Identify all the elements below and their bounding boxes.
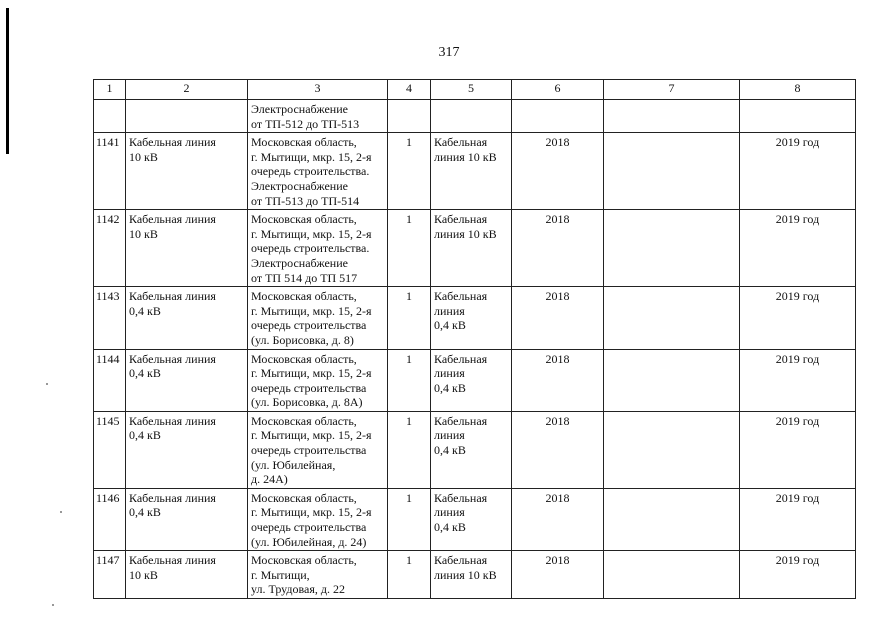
cell-characteristic: Кабельная линия 0,4 кВ bbox=[431, 488, 512, 550]
cell-deadline: 2019 год bbox=[740, 551, 856, 599]
cell-number: 1144 bbox=[94, 349, 126, 411]
cell-object-name: Кабельная линия 10 кВ bbox=[126, 210, 248, 287]
cell-object-name: Кабельная линия 0,4 кВ bbox=[126, 488, 248, 550]
column-header: 8 bbox=[740, 80, 856, 100]
cell-location: Электроснабжение от ТП-512 до ТП-513 bbox=[248, 100, 388, 133]
cell-year: 2018 bbox=[512, 287, 604, 349]
cell-object-name: Кабельная линия 0,4 кВ bbox=[126, 411, 248, 488]
cell-note bbox=[604, 488, 740, 550]
cell-year: 2018 bbox=[512, 133, 604, 210]
scan-speck bbox=[46, 383, 48, 385]
cell-number: 1145 bbox=[94, 411, 126, 488]
column-header: 2 bbox=[126, 80, 248, 100]
cell-object-name: Кабельная линия 0,4 кВ bbox=[126, 287, 248, 349]
cell-number bbox=[94, 100, 126, 133]
cell-object-name: Кабельная линия 0,4 кВ bbox=[126, 349, 248, 411]
page-number: 317 bbox=[438, 45, 460, 60]
table-row bbox=[94, 551, 856, 599]
cell-year: 2018 bbox=[512, 488, 604, 550]
cell-number: 1146 bbox=[94, 488, 126, 550]
cell-location: Московская область, г. Мытищи, мкр. 15, 2-я очередь строительства (ул. Юбилейная, д. 24) bbox=[248, 488, 388, 550]
cell-location: Московская область, г. Мытищи, мкр. 15, 2-я очередь строительства (ул. Юбилейная, д. 24А) bbox=[248, 411, 388, 488]
document-table bbox=[93, 79, 856, 599]
cell-quantity: 1 bbox=[388, 488, 431, 550]
cell-year: 2018 bbox=[512, 349, 604, 411]
cell-characteristic: Кабельная линия 10 кВ bbox=[431, 133, 512, 210]
scan-speck bbox=[60, 511, 62, 513]
cell-location: Московская область, г. Мытищи, мкр. 15, 2-я очередь строительства (ул. Борисовка, д. 8) bbox=[248, 287, 388, 349]
cell-quantity: 1 bbox=[388, 287, 431, 349]
cell-note bbox=[604, 133, 740, 210]
cell-location: Московская область, г. Мытищи, мкр. 15, 2-я очередь строительства. Электроснабжение от ТП 514 до ТП 517 bbox=[248, 210, 388, 287]
cell-year: 2018 bbox=[512, 551, 604, 599]
cell-object-name: Кабельная линия 10 кВ bbox=[126, 133, 248, 210]
cell-deadline: 2019 год bbox=[740, 349, 856, 411]
table-row bbox=[94, 133, 856, 210]
cell-characteristic: Кабельная линия 0,4 кВ bbox=[431, 411, 512, 488]
cell-note bbox=[604, 100, 740, 133]
cell-deadline: 2019 год bbox=[740, 133, 856, 210]
cell-object-name: Кабельная линия 10 кВ bbox=[126, 551, 248, 599]
cell-deadline: 2019 год bbox=[740, 210, 856, 287]
cell-deadline bbox=[740, 100, 856, 133]
cell-location: Московская область, г. Мытищи, мкр. 15, 2-я очередь строительства. Электроснабжение от ТП-513 до ТП-514 bbox=[248, 133, 388, 210]
column-header: 4 bbox=[388, 80, 431, 100]
cell-characteristic: Кабельная линия 10 кВ bbox=[431, 210, 512, 287]
cell-deadline: 2019 год bbox=[740, 411, 856, 488]
cell-object-name bbox=[126, 100, 248, 133]
cell-year: 2018 bbox=[512, 210, 604, 287]
table-row bbox=[94, 411, 856, 488]
cell-number: 1143 bbox=[94, 287, 126, 349]
cell-quantity: 1 bbox=[388, 411, 431, 488]
cell-year bbox=[512, 100, 604, 133]
cell-quantity: 1 bbox=[388, 551, 431, 599]
column-header: 6 bbox=[512, 80, 604, 100]
table-row bbox=[94, 349, 856, 411]
cell-number: 1147 bbox=[94, 551, 126, 599]
table-header-row bbox=[94, 80, 856, 100]
cell-characteristic: Кабельная линия 0,4 кВ bbox=[431, 287, 512, 349]
cell-note bbox=[604, 287, 740, 349]
table-body bbox=[94, 100, 856, 599]
cell-characteristic: Кабельная линия 10 кВ bbox=[431, 551, 512, 599]
column-header: 3 bbox=[248, 80, 388, 100]
scan-margin-bar bbox=[6, 8, 9, 154]
table-row bbox=[94, 210, 856, 287]
cell-note bbox=[604, 349, 740, 411]
table-row bbox=[94, 287, 856, 349]
cell-quantity: 1 bbox=[388, 133, 431, 210]
column-header: 1 bbox=[94, 80, 126, 100]
cell-year: 2018 bbox=[512, 411, 604, 488]
column-header: 7 bbox=[604, 80, 740, 100]
table-row bbox=[94, 100, 856, 133]
cell-location: Московская область, г. Мытищи, мкр. 15, 2-я очередь строительства (ул. Борисовка, д. 8А) bbox=[248, 349, 388, 411]
cell-number: 1142 bbox=[94, 210, 126, 287]
cell-number: 1141 bbox=[94, 133, 126, 210]
cell-quantity: 1 bbox=[388, 210, 431, 287]
cell-note bbox=[604, 210, 740, 287]
table-row bbox=[94, 488, 856, 550]
cell-deadline: 2019 год bbox=[740, 488, 856, 550]
cell-location: Московская область, г. Мытищи, ул. Трудовая, д. 22 bbox=[248, 551, 388, 599]
cell-characteristic: Кабельная линия 0,4 кВ bbox=[431, 349, 512, 411]
cell-deadline: 2019 год bbox=[740, 287, 856, 349]
column-header: 5 bbox=[431, 80, 512, 100]
cell-characteristic bbox=[431, 100, 512, 133]
scan-speck bbox=[52, 604, 54, 606]
cell-note bbox=[604, 411, 740, 488]
cell-quantity: 1 bbox=[388, 349, 431, 411]
cell-note bbox=[604, 551, 740, 599]
cell-quantity bbox=[388, 100, 431, 133]
